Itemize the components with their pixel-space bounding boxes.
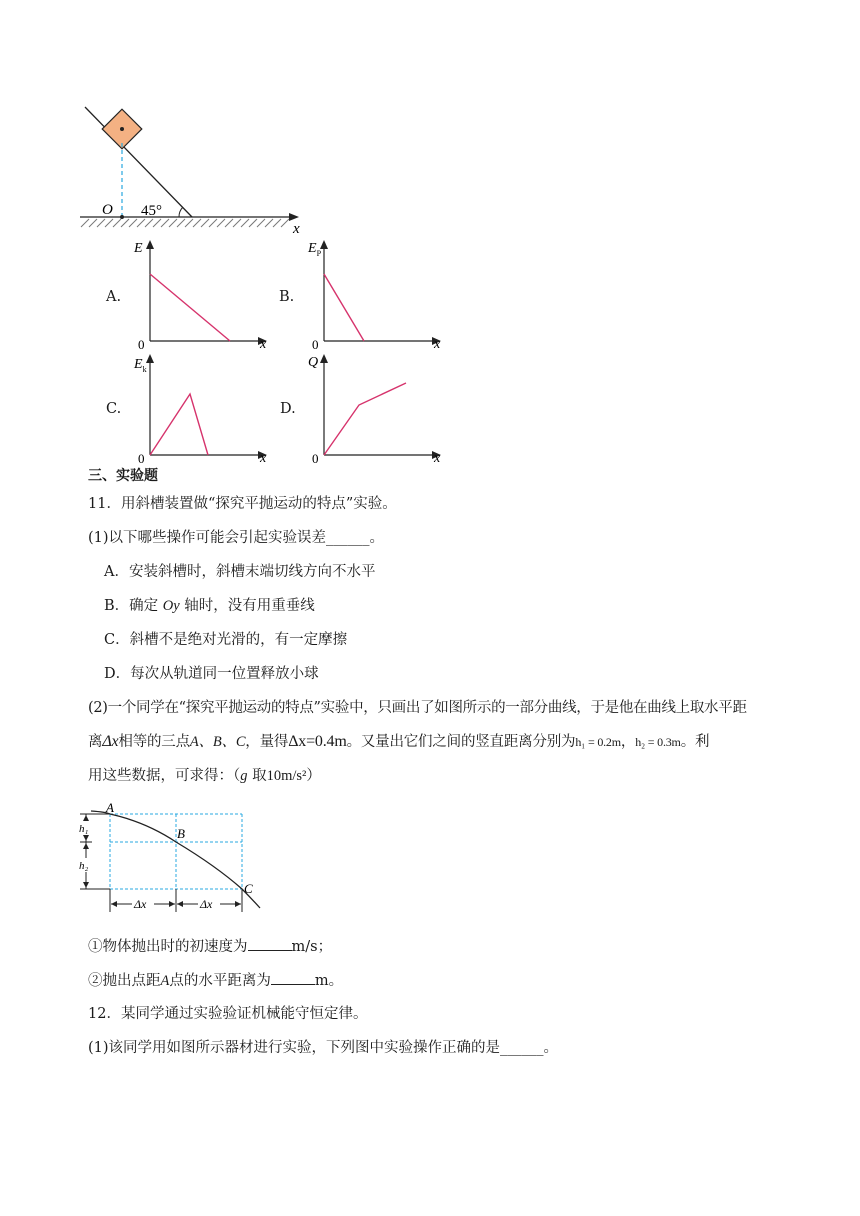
graph-b-line (324, 274, 364, 341)
point-a-label: A (106, 800, 114, 815)
graph-c-ylabel: $E_k$ (134, 357, 147, 374)
projectile-figure (76, 800, 276, 920)
graph-a-xlabel: x (260, 337, 267, 351)
answer2-blank[interactable] (271, 970, 315, 985)
q11-answer2: ②抛出点距A点的水平距离为 m。 (88, 970, 343, 991)
q12-part1: (1)该同学用如图所示器材进行实验，下列图中实验操作正确的是______。 (88, 1040, 559, 1056)
x-axis-label: x (293, 221, 300, 235)
answer1-blank[interactable] (248, 936, 292, 951)
incline-figure (75, 105, 315, 235)
option-c-label: C. (106, 401, 122, 417)
angle-arc (179, 207, 183, 217)
option-d-label: D. (280, 401, 296, 417)
h2-label: h₂ (79, 860, 89, 872)
q11-option-b: B．确定 Oy 轴时，没有用重垂线 (104, 598, 315, 614)
point-c-label: C (244, 881, 253, 896)
q11-part2-line3: 用这些数据，可求得：（g 取10m/s²） (88, 768, 321, 784)
q11-answer1: ①物体抛出时的初速度为 m/s； (88, 936, 332, 957)
graph-b-xlabel: x (434, 337, 441, 351)
graph-b-origin: 0 (312, 337, 319, 351)
graph-c (130, 350, 280, 465)
x-axis-arrow (289, 213, 299, 221)
incline-line (85, 107, 192, 217)
graph-a-ylabel: E (134, 241, 143, 256)
graph-c-origin: 0 (138, 451, 145, 465)
q11-part2-line2: 离Δx相等的三点A、B、C，量得Δx=0.4m。又量出它们之间的竖直距离分别为h₁ = 0.2m，h₂ = 0.3m。利 (88, 733, 710, 750)
option-b-label: B. (279, 289, 295, 305)
graph-a (130, 236, 280, 351)
graph-d-origin: 0 (312, 451, 319, 465)
q11-option-a: A．安装斜槽时，斜槽末端切线方向不水平 (104, 564, 376, 580)
q11-stem: 11．用斜槽装置做“探究平抛运动的特点”实验。 (88, 496, 397, 512)
q11-option-c: C．斜槽不是绝对光滑的，有一定摩擦 (104, 632, 348, 648)
dx1-label: Δx (134, 897, 147, 911)
point-b-label: B (177, 826, 185, 841)
graph-d-ylabel: Q (308, 355, 319, 370)
q11-part1: (1)以下哪些操作可能会引起实验误差______。 (88, 530, 385, 546)
graph-b (304, 236, 454, 351)
h1-label: h₁ (79, 823, 89, 835)
graph-a-line (150, 274, 230, 341)
graph-c-line (150, 394, 208, 455)
origin-dot (120, 215, 124, 219)
graph-a-origin: 0 (138, 337, 145, 351)
graph-d-xlabel: x (434, 451, 441, 465)
graph-b-ylabel: $E_P$ (308, 241, 322, 258)
q11-option-d: D．每次从轨道同一位置释放小球 (104, 666, 319, 682)
q11-part2-line1: (2)一个同学在“探究平抛运动的特点”实验中，只画出了如图所示的一部分曲线，于是他在曲线上取水平距 (88, 700, 747, 716)
block-center-dot (120, 127, 124, 131)
graph-c-xlabel: x (260, 451, 267, 465)
option-a-label: A. (106, 289, 122, 305)
dx2-label: Δx (200, 897, 213, 911)
graph-d-line (324, 383, 406, 455)
q12-stem: 12．某同学通过实验验证机械能守恒定律。 (88, 1006, 368, 1022)
section-title: 三、实验题 (88, 468, 158, 484)
graph-d (304, 350, 454, 465)
origin-label: O (102, 202, 113, 218)
angle-label: 45° (141, 203, 162, 219)
